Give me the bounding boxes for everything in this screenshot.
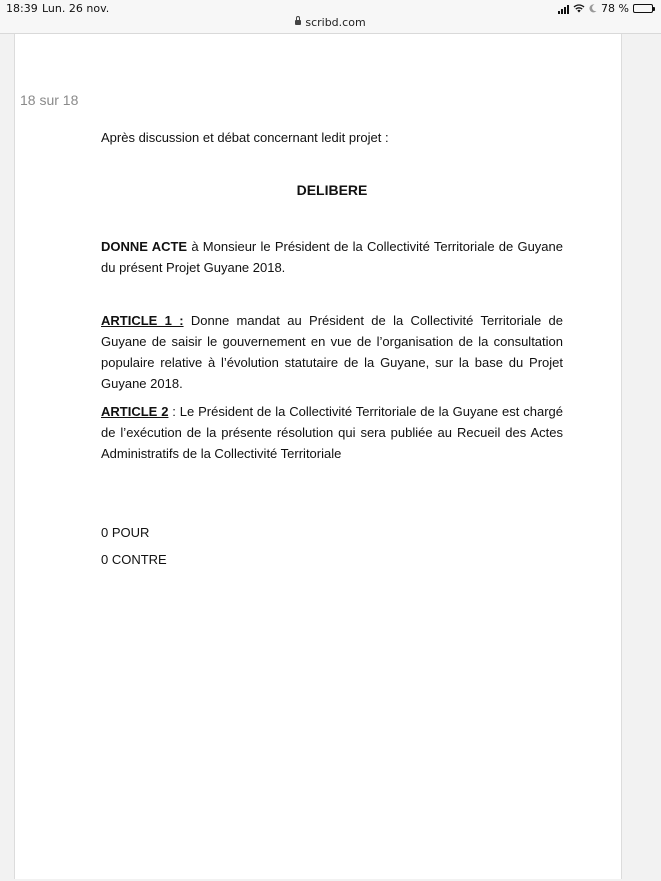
address-bar[interactable] bbox=[0, 16, 661, 29]
moon-icon bbox=[589, 4, 597, 13]
document-title: DELIBERE bbox=[296, 182, 368, 198]
article-2-keyword: ARTICLE 2 bbox=[101, 404, 169, 419]
battery-icon bbox=[633, 4, 653, 13]
intro-paragraph: Après discussion et débat concernant ledit projet : bbox=[101, 130, 389, 145]
status-bar bbox=[0, 0, 661, 34]
article-2-text: : Le Président de la Collectivité Territoriale de la Guyane est chargé de l’exécution de la présente résolution qui sera publiée au Recueil des Actes Administratifs de la Collectivité Territoriale bbox=[101, 404, 563, 461]
article-1-keyword: ARTICLE 1 : bbox=[101, 313, 184, 328]
donne-acte-keyword: DONNE ACTE bbox=[101, 239, 188, 254]
donne-acte-text: à Monsieur le Président de la Collectivité Territoriale de Guyane du présent Projet Guyane 2018. bbox=[101, 239, 563, 275]
status-indicators bbox=[558, 2, 653, 15]
donne-acte-paragraph bbox=[101, 236, 563, 278]
vote-pour: 0 POUR bbox=[101, 525, 150, 540]
lock-icon bbox=[295, 20, 301, 25]
status-time: 18:39 bbox=[6, 2, 38, 15]
signal-icon bbox=[558, 4, 569, 14]
battery-percent: 78 % bbox=[601, 2, 629, 15]
article-1-paragraph bbox=[101, 310, 563, 394]
wifi-icon bbox=[573, 4, 585, 13]
article-2-paragraph bbox=[101, 401, 563, 464]
vote-contre: 0 CONTRE bbox=[101, 552, 167, 567]
status-date: Lun. 26 nov. bbox=[42, 2, 110, 15]
url-text[interactable]: scribd.com bbox=[305, 16, 366, 29]
page-indicator: 18 sur 18 bbox=[20, 92, 79, 108]
article-1-text: Donne mandat au Président de la Collectivité Territoriale de Guyane de saisir le gouvernement en vue de l’organisation de la consultation populaire relative à l’évolution statutaire de la Guyane, sur la base du Projet Guyane 2018. bbox=[101, 313, 563, 391]
